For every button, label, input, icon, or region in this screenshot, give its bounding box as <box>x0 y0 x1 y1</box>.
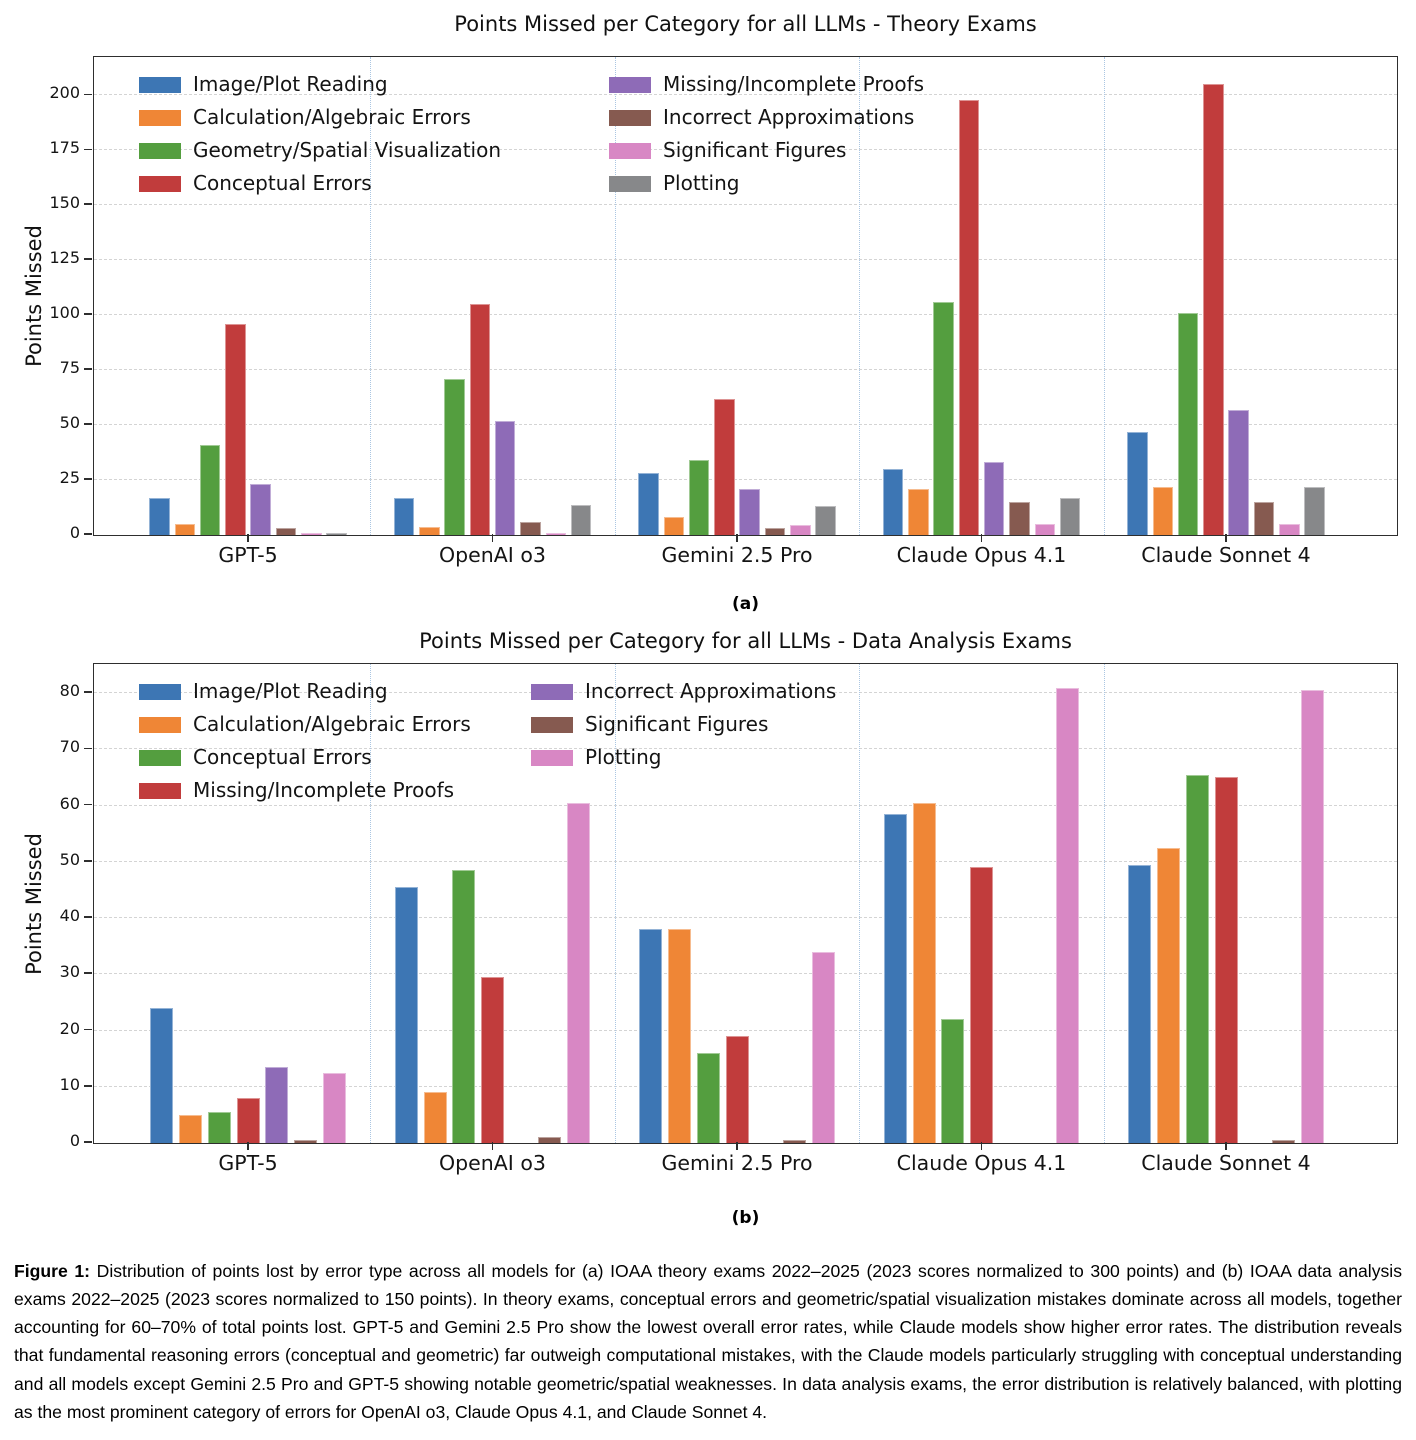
bar <box>200 445 221 535</box>
x-tick-mark <box>492 534 494 542</box>
legend-label: Conceptual Errors <box>193 171 372 195</box>
bar <box>323 1073 346 1143</box>
y-tick-label: 50 <box>59 849 80 869</box>
legend-swatch <box>609 143 651 159</box>
y-axis-label-theory: Points Missed <box>22 225 46 367</box>
legend-swatch <box>531 717 573 733</box>
subplot-label-a: (a) <box>731 594 759 614</box>
bar <box>1203 84 1224 535</box>
bar <box>1254 502 1275 535</box>
bar <box>1153 487 1174 535</box>
bar <box>276 528 297 535</box>
x-tick-mark <box>492 1142 494 1150</box>
bar <box>538 1137 561 1143</box>
legend-label: Missing/Incomplete Proofs <box>193 778 455 802</box>
x-tick-label: Gemini 2.5 Pro <box>661 543 813 567</box>
legend-swatch <box>139 143 181 159</box>
bar <box>726 1036 749 1143</box>
bar <box>1127 432 1148 535</box>
x-tick-mark <box>247 1142 249 1150</box>
y-tick-mark <box>84 478 92 480</box>
bar <box>1035 524 1056 535</box>
legend-swatch <box>139 176 181 192</box>
bar <box>1279 524 1300 535</box>
legend-swatch <box>609 77 651 93</box>
y-tick-label: 200 <box>49 83 80 103</box>
bar <box>567 803 590 1143</box>
bar <box>1215 777 1238 1143</box>
y-tick-mark <box>84 258 92 260</box>
bar <box>1178 313 1199 535</box>
x-tick-label: OpenAI o3 <box>439 543 546 567</box>
bar <box>941 1019 964 1143</box>
bar <box>150 1008 173 1143</box>
bar <box>149 498 170 535</box>
bar <box>294 1140 317 1143</box>
y-tick-mark <box>84 94 92 96</box>
gridline <box>94 369 1397 370</box>
y-tick-mark <box>84 423 92 425</box>
bar <box>1128 865 1151 1143</box>
bar <box>790 525 811 535</box>
y-tick-mark <box>84 691 92 693</box>
bar <box>812 952 835 1143</box>
y-tick-mark <box>84 972 92 974</box>
plot-area-theory <box>49 56 1398 567</box>
y-tick-label: 10 <box>59 1074 80 1094</box>
legend-label: Missing/Incomplete Proofs <box>663 72 925 96</box>
legend-label: Calculation/Algebraic Errors <box>193 105 471 129</box>
gridline <box>94 259 1397 260</box>
bar <box>639 929 662 1143</box>
x-tick-label: Claude Sonnet 4 <box>1141 1151 1311 1175</box>
x-tick-mark <box>981 1142 983 1150</box>
legend-swatch <box>139 110 181 126</box>
caption-label: Figure 1: <box>14 1261 91 1281</box>
x-tick-mark <box>1225 534 1227 542</box>
bar <box>638 473 659 535</box>
bar <box>237 1098 260 1143</box>
y-tick-label: 60 <box>59 793 80 813</box>
bar <box>179 1115 202 1143</box>
x-tick-mark <box>981 534 983 542</box>
caption-text: Distribution of points lost by error type across all models for (a) IOAA theory exams 2022–2025 (2023 scores normalized to 300 points) and (b) IOAA data analysis exams 2022–2025 (2023 scores normalized to 150 points). In theory exams, conceptual errors and geometric/spatial visualization mistakes dominate across all models, together accounting for 60–70% of total points lost. GPT-5 and Gemini 2.5 Pro show the lowest overall error rates, while Claude models show higher error rates. The distribution reveals that fundamental reasoning errors (conceptual and geometric) far outweigh computational mistakes, with the Claude models particularly struggling with conceptual understanding and all models except Gemini 2.5 Pro and GPT-5 showing notable geometric/spatial weaknesses. In data analysis exams, the error distribution is relatively balanced, with plotting as the most prominent category of errors for OpenAI o3, Claude Opus 4.1, and Claude Sonnet 4. <box>14 1261 1402 1422</box>
bar <box>697 1053 720 1143</box>
bar <box>1301 690 1324 1143</box>
legend-swatch <box>609 176 651 192</box>
legend-label: Incorrect Approximations <box>585 679 837 703</box>
y-tick-label: 125 <box>49 248 80 268</box>
gridline <box>94 479 1397 480</box>
legend-swatch <box>531 750 573 766</box>
bar <box>984 462 1005 535</box>
bar <box>444 379 465 535</box>
x-tick-mark <box>1225 1142 1227 1150</box>
gridline <box>94 204 1397 205</box>
y-tick-mark <box>84 748 92 750</box>
bar <box>1056 688 1079 1144</box>
y-tick-mark <box>84 916 92 918</box>
legend-swatch <box>531 684 573 700</box>
bar <box>265 1067 288 1143</box>
bar <box>301 533 322 535</box>
x-tick-label: GPT-5 <box>218 1151 278 1175</box>
category-separator-line <box>1104 57 1105 535</box>
y-tick-label: 175 <box>49 138 80 158</box>
bar <box>714 399 735 535</box>
y-tick-label: 25 <box>59 468 80 488</box>
y-tick-label: 150 <box>49 193 80 213</box>
plot-area-data-analysis <box>59 663 1398 1175</box>
bar <box>175 524 196 535</box>
x-tick-label: Claude Sonnet 4 <box>1141 543 1311 567</box>
bar <box>783 1140 806 1143</box>
bar <box>520 522 541 535</box>
bar <box>1009 502 1030 535</box>
legend-swatch <box>139 783 181 799</box>
y-tick-mark <box>84 860 92 862</box>
bar <box>668 929 691 1143</box>
bar <box>1228 410 1249 535</box>
chart-title-data-analysis: Points Missed per Category for all LLMs - Data Analysis Exams <box>419 629 1072 653</box>
y-tick-label: 100 <box>49 303 80 323</box>
category-separator-line <box>1104 664 1105 1143</box>
bar <box>326 533 347 535</box>
y-tick-label: 75 <box>59 358 80 378</box>
y-tick-label: 80 <box>59 681 80 701</box>
bar <box>225 324 246 535</box>
subplot-label-b: (b) <box>731 1208 760 1228</box>
bar <box>689 460 710 535</box>
bar <box>250 484 271 535</box>
y-tick-mark <box>84 533 92 535</box>
legend-label: Incorrect Approximations <box>663 105 915 129</box>
category-separator-line <box>615 57 616 535</box>
legend-label: Conceptual Errors <box>193 745 372 769</box>
bar <box>913 803 936 1143</box>
bar <box>739 489 760 535</box>
gridline <box>94 314 1397 315</box>
bar <box>1272 1140 1295 1143</box>
bar <box>546 533 567 535</box>
bar <box>395 887 418 1143</box>
bar <box>470 304 491 535</box>
bar <box>424 1092 447 1143</box>
figure-caption <box>14 1257 1402 1426</box>
bar <box>394 498 415 535</box>
y-tick-label: 0 <box>69 1131 80 1150</box>
bar <box>419 527 440 535</box>
bar <box>571 505 592 535</box>
category-separator-line <box>859 664 860 1143</box>
bar <box>1186 775 1209 1143</box>
bar <box>765 528 786 535</box>
bar <box>815 506 836 535</box>
bar <box>1304 487 1325 535</box>
legend-label: Calculation/Algebraic Errors <box>193 712 471 736</box>
legend-swatch <box>139 684 181 700</box>
bar <box>452 870 475 1143</box>
y-tick-mark <box>84 1085 92 1087</box>
bar <box>933 302 954 535</box>
bar <box>883 469 904 535</box>
x-tick-label: Claude Opus 4.1 <box>896 543 1067 567</box>
legend-label: Image/Plot Reading <box>193 679 388 703</box>
x-tick-mark <box>736 1142 738 1150</box>
legend-label: Plotting <box>585 745 662 769</box>
data-analysis-exams-chart <box>0 612 1416 1258</box>
x-tick-label: Gemini 2.5 Pro <box>661 1151 813 1175</box>
chart-title-theory: Points Missed per Category for all LLMs - Theory Exams <box>454 12 1037 36</box>
y-tick-label: 50 <box>59 413 80 433</box>
x-tick-label: OpenAI o3 <box>439 1151 546 1175</box>
bar <box>1060 498 1081 535</box>
legend-label: Geometry/Spatial Visualization <box>193 138 502 162</box>
legend-swatch <box>609 110 651 126</box>
legend-swatch <box>139 717 181 733</box>
bar <box>908 489 929 535</box>
y-tick-label: 40 <box>59 906 80 926</box>
y-axis-label-data-analysis: Points Missed <box>22 833 46 975</box>
x-tick-label: Claude Opus 4.1 <box>896 1151 1067 1175</box>
y-tick-label: 20 <box>59 1018 80 1038</box>
bar <box>481 977 504 1143</box>
legend-label: Significant Figures <box>663 138 847 162</box>
x-tick-label: GPT-5 <box>218 543 278 567</box>
y-tick-label: 0 <box>69 523 80 542</box>
y-tick-mark <box>84 1141 92 1143</box>
bar <box>208 1112 231 1143</box>
theory-exams-chart <box>0 0 1416 612</box>
y-tick-mark <box>84 368 92 370</box>
y-tick-label: 70 <box>59 737 80 757</box>
legend-swatch <box>139 750 181 766</box>
bar <box>664 517 685 535</box>
bar <box>970 867 993 1143</box>
y-tick-mark <box>84 313 92 315</box>
legend-label: Image/Plot Reading <box>193 72 388 96</box>
bar <box>495 421 516 535</box>
y-tick-label: 30 <box>59 962 80 982</box>
legend-label: Significant Figures <box>585 712 769 736</box>
y-tick-mark <box>84 149 92 151</box>
bar <box>1157 848 1180 1143</box>
y-tick-mark <box>84 804 92 806</box>
y-tick-mark <box>84 203 92 205</box>
legend-swatch <box>139 77 181 93</box>
x-tick-mark <box>247 534 249 542</box>
legend-label: Plotting <box>663 171 740 195</box>
gridline <box>94 424 1397 425</box>
y-tick-mark <box>84 1029 92 1031</box>
x-tick-mark <box>736 534 738 542</box>
bar <box>959 100 980 535</box>
bar <box>884 814 907 1143</box>
